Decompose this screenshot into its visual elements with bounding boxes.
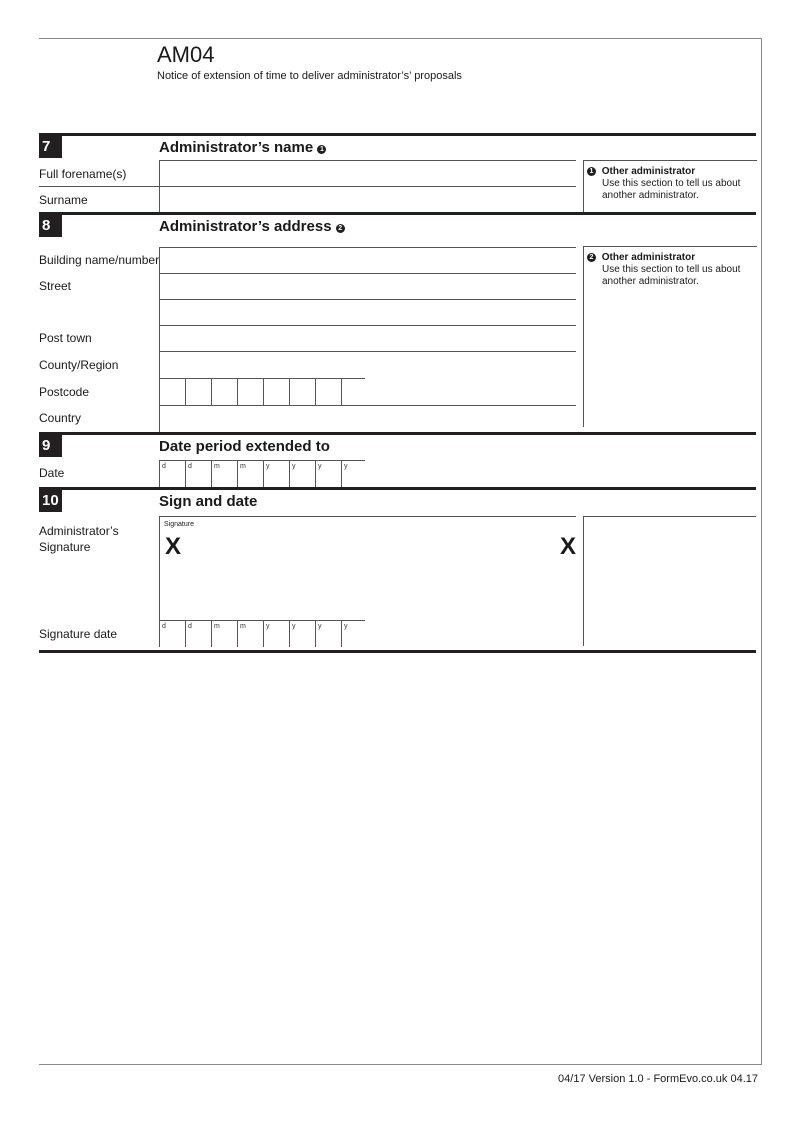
date-cell-year[interactable]: y [263, 461, 289, 487]
date-cell-day[interactable]: d [159, 621, 185, 647]
section-7-left-rule [39, 186, 159, 187]
signature-side-panel [583, 516, 756, 646]
section-10-rule [39, 487, 756, 490]
signature-label-line1: Administrator’s [39, 524, 119, 538]
help-2-marker-icon: 2 [587, 253, 596, 262]
signature-x-right-icon: X [560, 533, 577, 560]
date-cell-year[interactable]: y [341, 461, 365, 487]
note-1-marker-icon: 1 [317, 145, 326, 154]
postcode-cell[interactable] [289, 379, 315, 405]
date-cell-month[interactable]: m [237, 461, 263, 487]
date-cell-month[interactable]: m [211, 621, 237, 647]
forenames-field[interactable] [159, 160, 576, 187]
signature-box-caption: Signature [164, 521, 194, 528]
section-7-title-text: Administrator’s name [159, 139, 314, 156]
date-cell-year[interactable]: y [315, 461, 341, 487]
street-field-2[interactable] [159, 299, 576, 326]
section-7-title [159, 139, 326, 157]
page-bottom-rule [39, 1064, 762, 1065]
signature-label [39, 524, 119, 556]
surname-label: Surname [39, 193, 88, 207]
postcode-cell[interactable] [237, 379, 263, 405]
help-2-text [587, 252, 752, 288]
form-subtitle: Notice of extension of time to deliver administrator’s’ proposals [157, 70, 462, 82]
section-8-number: 8 [39, 215, 62, 237]
section-7-number: 7 [39, 136, 62, 158]
section-9-number: 9 [39, 435, 62, 457]
street-field-1[interactable] [159, 273, 576, 300]
section-10-number: 10 [39, 490, 62, 512]
section-10-title: Sign and date [159, 493, 258, 510]
section-10-bottom-rule [39, 650, 756, 653]
help-2-line2: another administrator. [602, 276, 699, 287]
signature-label-line2: Signature [39, 540, 91, 554]
section-8-title-text: Administrator’s address [159, 218, 332, 235]
footer-version: 04/17 Version 1.0 - FormEvo.co.uk 04.17 [558, 1073, 758, 1085]
date-cell-year[interactable]: y [263, 621, 289, 647]
building-field[interactable] [159, 247, 576, 274]
date-cell-year[interactable]: y [289, 461, 315, 487]
help-1-marker-icon: 1 [587, 167, 596, 176]
postcode-field[interactable] [159, 378, 365, 405]
date-cell-day[interactable]: d [185, 461, 211, 487]
section-9-title: Date period extended to [159, 438, 330, 455]
date-cell-year[interactable]: y [289, 621, 315, 647]
forenames-label: Full forename(s) [39, 167, 127, 181]
county-label: County/Region [39, 358, 119, 372]
date-label: Date [39, 466, 65, 480]
help-2-line1: Use this section to tell us about [602, 264, 741, 275]
street-label: Street [39, 279, 72, 293]
help-1-line2: another administrator. [602, 190, 699, 201]
date-cell-month[interactable]: m [237, 621, 263, 647]
signature-date-field[interactable] [159, 620, 365, 647]
postcode-cell[interactable] [211, 379, 237, 405]
postcode-cell[interactable] [263, 379, 289, 405]
form-code: AM04 [157, 42, 215, 67]
signature-x-left-icon: X [165, 533, 182, 560]
date-cell-year[interactable]: y [341, 621, 365, 647]
section-9-rule [39, 432, 756, 435]
postcode-cell[interactable] [159, 379, 185, 405]
post-town-field[interactable] [159, 325, 576, 352]
building-label: Building name/number [39, 253, 160, 267]
help-1-line1: Use this section to tell us about [602, 178, 741, 189]
page-top-rule [39, 38, 762, 39]
date-cell-day[interactable]: d [159, 461, 185, 487]
note-2-marker-icon: 2 [336, 224, 345, 233]
date-cell-year[interactable]: y [315, 621, 341, 647]
country-field[interactable] [159, 405, 576, 432]
help-1-text [587, 166, 752, 202]
postcode-cell[interactable] [185, 379, 211, 405]
help-2-title: Other administrator [601, 252, 696, 263]
country-label: Country [39, 411, 82, 425]
county-field[interactable] [159, 351, 576, 379]
date-cell-month[interactable]: m [211, 461, 237, 487]
postcode-label: Postcode [39, 385, 90, 399]
surname-field[interactable] [159, 186, 576, 212]
date-field[interactable] [159, 460, 365, 487]
postcode-cell[interactable] [341, 379, 365, 405]
section-8-rule [39, 212, 756, 215]
section-7-rule [39, 133, 756, 136]
help-1-title: Other administrator [601, 166, 696, 177]
section-8-title [159, 218, 345, 236]
post-town-label: Post town [39, 331, 92, 345]
signature-date-label: Signature date [39, 627, 118, 641]
page-right-rule [761, 38, 762, 1065]
date-cell-day[interactable]: d [185, 621, 211, 647]
postcode-cell[interactable] [315, 379, 341, 405]
